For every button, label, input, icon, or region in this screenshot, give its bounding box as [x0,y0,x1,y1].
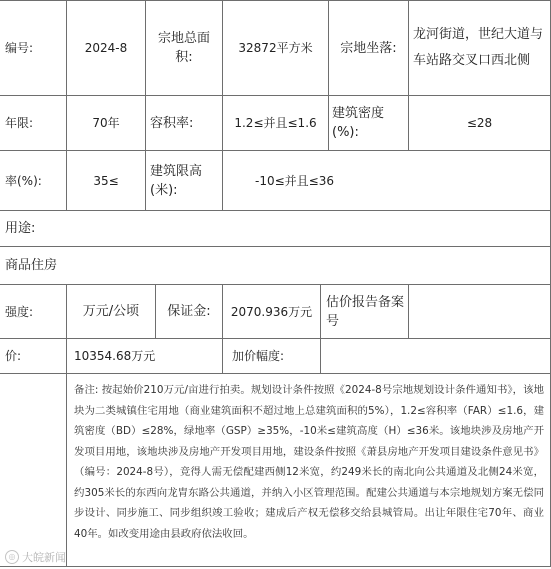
remarks-text [74,380,544,544]
parcel-number-value: 2024-8 [84,41,128,55]
grid-line [145,150,146,210]
far-value: 1.2≤并且≤1.6 [234,116,317,130]
starting-price-value: 10354.68万元 [74,349,156,363]
grid-line [66,338,67,373]
use-value: 商品住房 [5,258,58,273]
location-label: 宗地坐落: [340,40,397,56]
grid-line [145,95,146,150]
deposit-value: 2070.936万元 [230,304,313,319]
remarks-paragraph: 备注: 按起始价210万元/亩进行拍卖。规划设计条件按照《2024-8号宗地规划设计条件通知书》，该地块为二类城镇住宅用地（商业建筑面积不超过地上总建筑面积的5%），1.2≤容积率（FAR）≤1.6，建筑密度（BD）≤28%，绿地率（GSP）≥35%，-10米≤建筑高度（H）≤36米。该地块涉及房地产开发项目用地，该地块涉及房地产开发项目用地，建设条件按照《萧县房地产开发项目建设条件意见书》（编号：2024-8号），竞得人需无偿配建西侧12米宽，约249米长的南北向公共通道及北侧24米宽，约305米长的东西向龙胄东路公共通道，并纳入小区管理范围。配建公共通道与本宗地规划方案无偿同步设计、同步施工、同步组织竣工验收；建成后产权无偿移交给县城管局。出让年限住宅70年、商业40年。如改变用途由县政府依法收回。 [74,384,544,540]
grid-line [0,566,551,567]
bid-increment-label: 加价幅度: [232,349,285,363]
grid-line [408,284,409,338]
density-label: 建筑密度(%): [332,106,385,140]
density-value: ≤28 [466,116,493,130]
watermark-text: 大皖新闻 [22,551,66,564]
green-ratio-value: 35≤ [93,173,119,188]
total-area-label: 宗地总面积: [157,31,210,65]
green-ratio-label: 率(%): [5,173,42,188]
investment-intensity-value: 万元/公顷 [82,304,140,319]
watermark [5,549,66,565]
location-value: 龙河街道，世纪大道与车站路交叉口西北侧 [413,27,544,68]
grid-line [320,338,321,373]
grid-line [0,373,551,374]
parcel-number-label: 编号: [5,41,34,55]
grid-line [145,0,146,95]
grid-line [66,373,67,566]
starting-price-label: 价: [5,349,22,363]
appraisal-report-label: 估价报告备案号 [326,294,405,329]
watermark-logo-icon: ◎ [5,550,19,564]
height-limit-label: 建筑限高(米): [150,163,203,198]
grid-line [222,150,223,210]
far-label: 容积率: [150,115,194,131]
grid-line [222,338,223,373]
total-area-value: 32872平方米 [238,41,313,55]
investment-intensity-label: 强度: [5,304,34,319]
term-label: 年限: [5,116,34,130]
use-label: 用途: [5,221,36,236]
term-value: 70年 [92,116,120,130]
height-limit-value: -10≤并且≤36 [255,173,334,188]
grid-line [320,284,321,338]
deposit-label: 保证金: [167,304,211,319]
